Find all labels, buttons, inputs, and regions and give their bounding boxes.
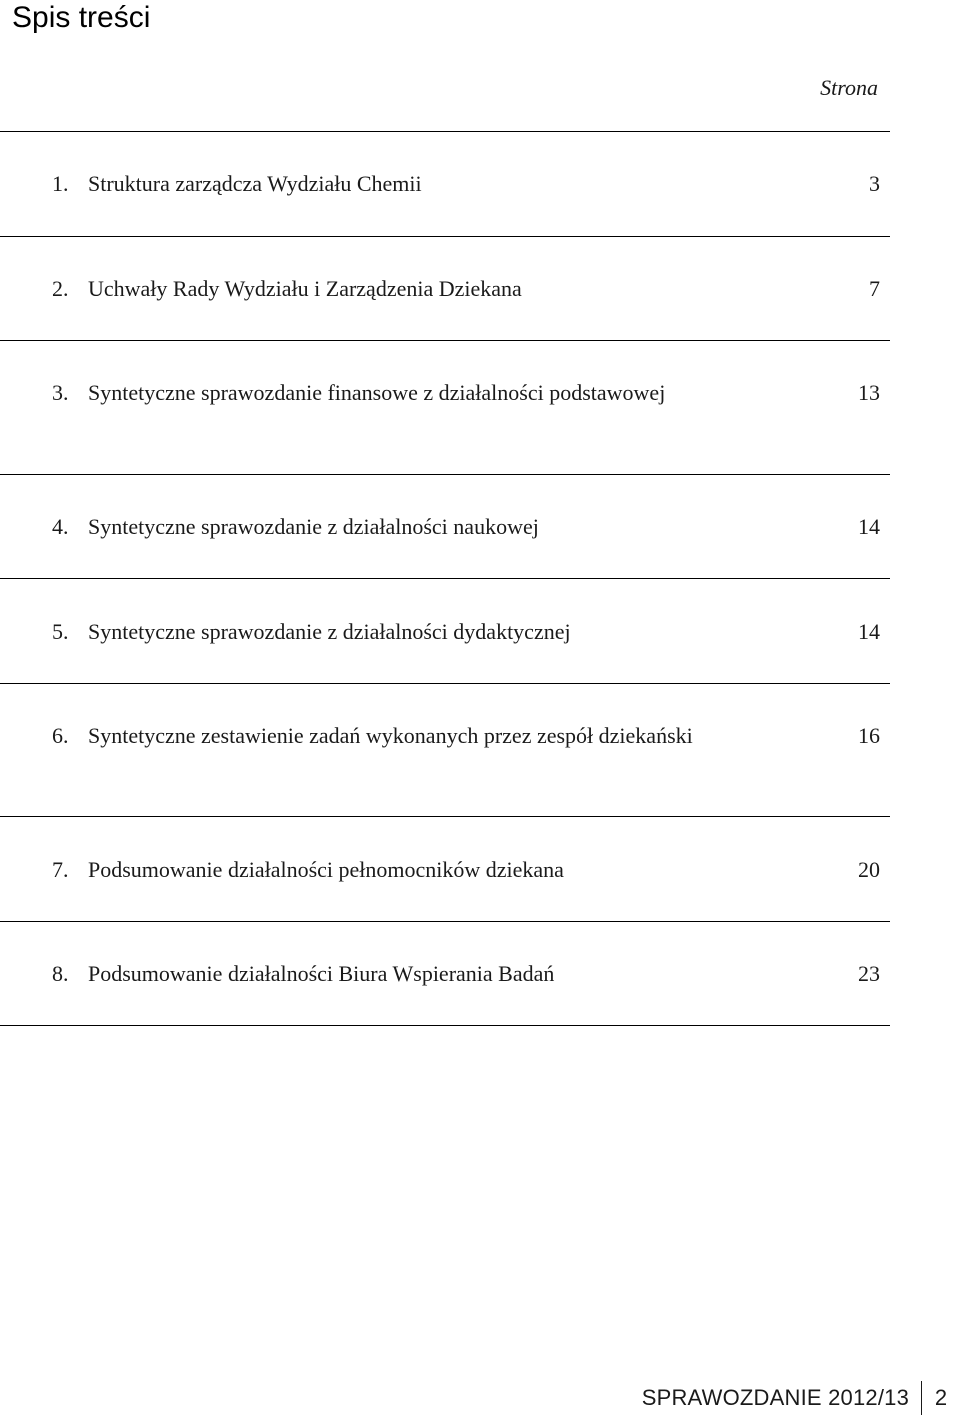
toc-entry-title: Podsumowanie działalności pełnomocników dziekana xyxy=(88,857,564,882)
toc-entry-title: Syntetyczne sprawozdanie z działalności naukowej xyxy=(88,514,539,539)
toc-entry-page: 14 xyxy=(858,619,880,644)
toc-entry-title: Struktura zarządcza Wydziału Chemii xyxy=(88,171,422,196)
divider xyxy=(0,236,890,237)
toc-entry-title: Syntetyczne sprawozdanie z działalności dydaktycznej xyxy=(88,619,571,644)
toc-entry-number: 5. xyxy=(52,619,69,644)
toc-entry-number: 6. xyxy=(52,723,69,748)
toc-entry-title: Uchwały Rady Wydziału i Zarządzenia Dziekana xyxy=(88,276,522,301)
divider xyxy=(0,474,890,475)
divider xyxy=(0,131,890,132)
divider xyxy=(0,340,890,341)
toc-entry-number: 4. xyxy=(52,514,69,539)
toc-entry-number: 1. xyxy=(52,171,69,196)
toc-entry-number: 2. xyxy=(52,276,69,301)
toc-entry-number: 3. xyxy=(52,380,69,405)
page-footer xyxy=(642,1376,960,1420)
toc-entry-title: Syntetyczne sprawozdanie finansowe z działalności podstawowej xyxy=(88,380,666,405)
divider xyxy=(0,921,890,922)
divider xyxy=(0,578,890,579)
page-column-header: Strona xyxy=(820,75,878,100)
toc-entry-page: 3 xyxy=(869,171,880,196)
toc-entry-number: 8. xyxy=(52,961,69,986)
divider xyxy=(0,683,890,684)
divider xyxy=(0,816,890,817)
toc-entry-page: 23 xyxy=(858,961,880,986)
toc-entry-page: 7 xyxy=(869,276,880,301)
toc-entry-title: Syntetyczne zestawienie zadań wykonanych przez zespół dziekański xyxy=(88,723,693,748)
toc-entry-page: 14 xyxy=(858,514,880,539)
footer-page-number: 2 xyxy=(934,1385,948,1410)
page-title: Spis treści xyxy=(12,1,151,34)
divider xyxy=(0,1025,890,1026)
toc-entry-title: Podsumowanie działalności Biura Wspierania Badań xyxy=(88,961,555,986)
footer-report-label: SPRAWOZDANIE 2012/13 xyxy=(641,1385,909,1410)
toc-entry-page: 20 xyxy=(858,857,880,882)
toc-entry-page: 13 xyxy=(858,380,880,405)
toc-entry-number: 7. xyxy=(52,857,69,882)
toc-entry-page: 16 xyxy=(858,723,880,748)
